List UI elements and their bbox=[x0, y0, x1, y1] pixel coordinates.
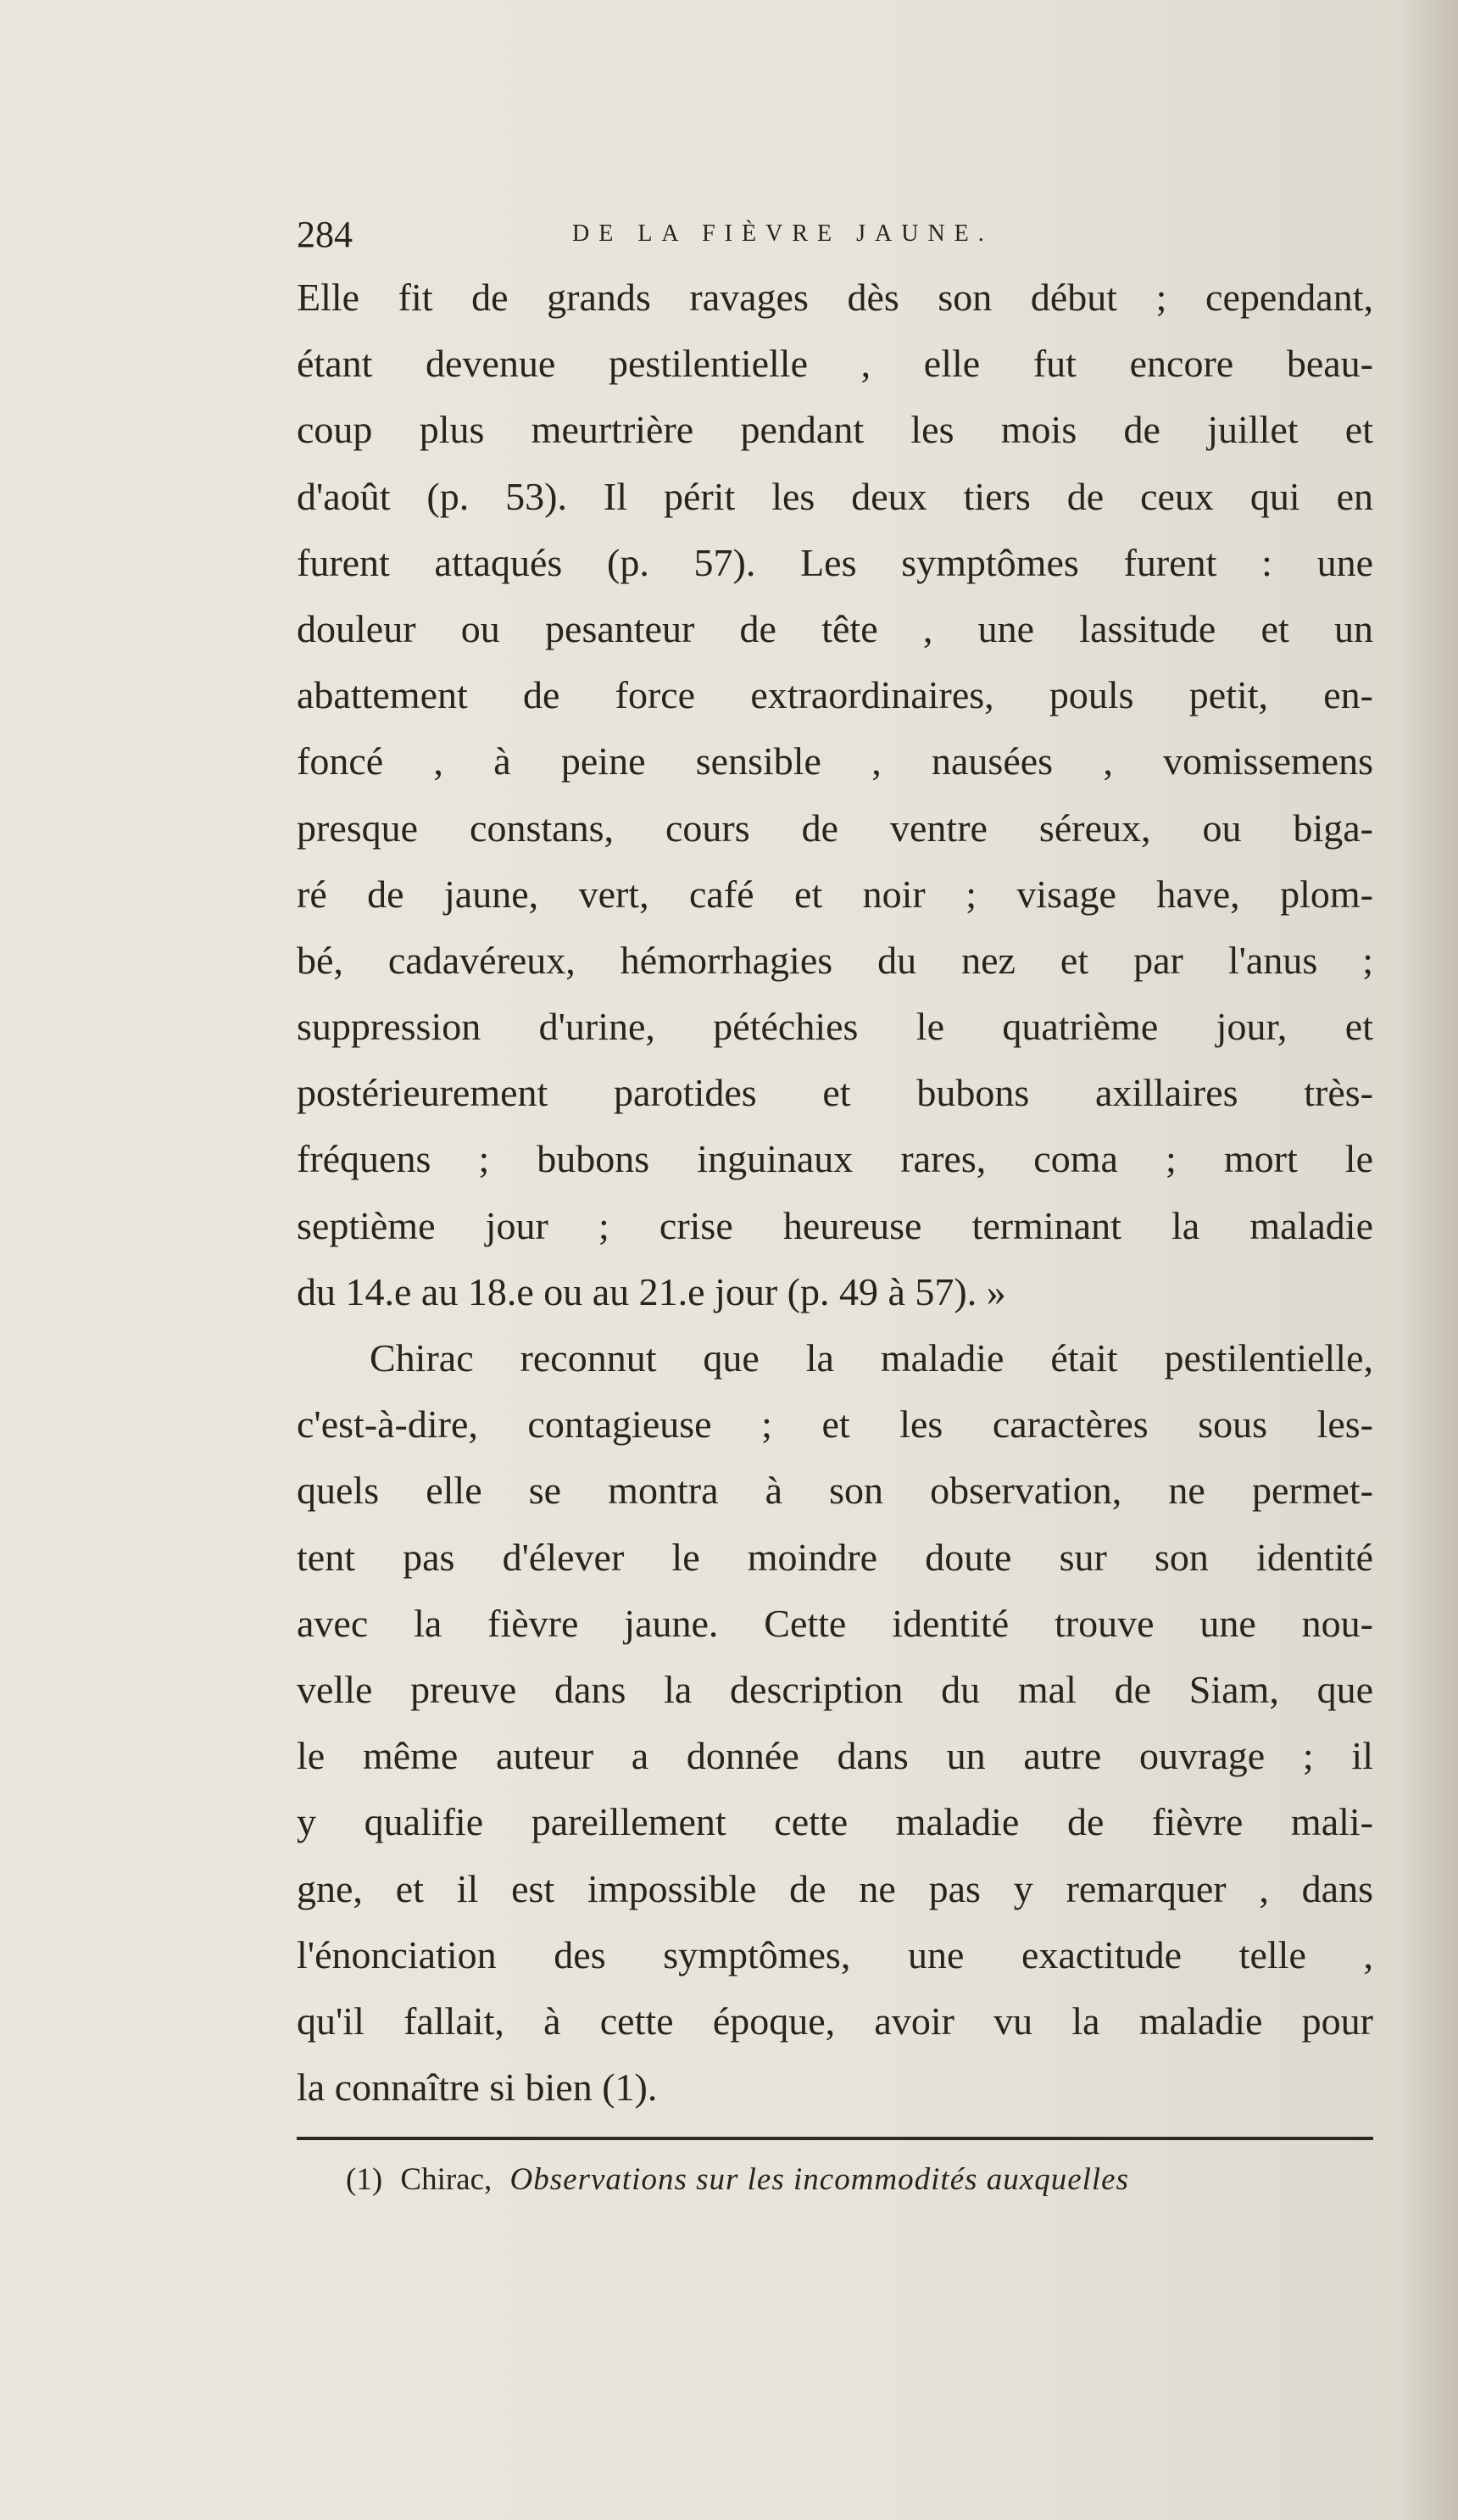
text-line: y qualifie pareillement cette maladie de fièvre mali- bbox=[297, 1800, 1373, 1844]
paragraph-end-line: du 14.e au 18.e ou au 21.e jour (p. 49 à 57). » bbox=[297, 1269, 1006, 1313]
text-line: c'est-à-dire, contagieuse ; et les caractères sous les- bbox=[297, 1402, 1373, 1447]
footnote-title: Observations sur les incommodités auxquelles bbox=[509, 2162, 1130, 2197]
footnote-marker: (1) bbox=[346, 2162, 383, 2197]
text-line: presque constans, cours de ventre séreux, ou biga- bbox=[297, 806, 1373, 850]
text-line: furent attaqués (p. 57). Les symptômes furent : une bbox=[297, 540, 1373, 584]
main-text bbox=[297, 265, 1373, 2121]
paragraph-end-line: la connaître si bien (1). bbox=[297, 2066, 658, 2110]
footnote bbox=[346, 2160, 1373, 2199]
text-line: d'août (p. 53). Il périt les deux tiers de ceux qui en bbox=[297, 474, 1373, 518]
text-line: coup plus meurtrière pendant les mois de juillet et bbox=[297, 408, 1373, 452]
text-line: suppression d'urine, pétéchies le quatrième jour, et bbox=[297, 1005, 1373, 1049]
text-line: foncé , à peine sensible , nausées , vomissemens bbox=[297, 739, 1373, 783]
page-edge-shadow bbox=[1399, 0, 1458, 2520]
text-line: avec la fièvre jaune. Cette identité trouve une nou- bbox=[297, 1601, 1373, 1645]
text-line: velle preuve dans la description du mal de Siam, que bbox=[297, 1667, 1373, 1711]
text-line: bé, cadavéreux, hémorrhagies du nez et par l'anus ; bbox=[297, 938, 1373, 982]
paragraph-start-line: Chirac reconnut que la maladie était pestilentielle, bbox=[370, 1336, 1373, 1380]
page-number: 284 bbox=[297, 214, 353, 255]
text-line: ré de jaune, vert, café et noir ; visage have, plom- bbox=[297, 872, 1373, 916]
text-line: le même auteur a donnée dans un autre ouvrage ; il bbox=[297, 1734, 1373, 1778]
running-head: DE LA FIÈVRE JAUNE. bbox=[572, 220, 993, 247]
text-line: douleur ou pesanteur de tête , une lassitude et un bbox=[297, 606, 1373, 650]
text-line: postérieurement parotides et bubons axillaires très- bbox=[297, 1071, 1373, 1115]
page-header bbox=[297, 214, 1144, 256]
text-line: qu'il fallait, à cette époque, avoir vu la maladie pour bbox=[297, 1999, 1373, 2043]
footnote-rule bbox=[297, 2137, 1373, 2140]
text-line: Elle fit de grands ravages dès son début ; cependant, bbox=[297, 276, 1373, 319]
text-line: quels elle se montra à son observation, ne permet- bbox=[297, 1469, 1373, 1513]
text-line: abattement de force extraordinaires, pouls petit, en- bbox=[297, 673, 1373, 717]
text-line: septième jour ; crise heureuse terminant la maladie bbox=[297, 1203, 1373, 1247]
text-line: l'énonciation des symptômes, une exactitude telle , bbox=[297, 1932, 1373, 1976]
text-line: gne, et il est impossible de ne pas y remarquer , dans bbox=[297, 1866, 1373, 1910]
footnote-author: Chirac, bbox=[400, 2162, 492, 2197]
text-line: étant devenue pestilentielle , elle fut encore beau- bbox=[297, 342, 1373, 386]
text-line: fréquens ; bubons inguinaux rares, coma ; mort le bbox=[297, 1137, 1373, 1181]
text-line: tent pas d'élever le moindre doute sur son identité bbox=[297, 1535, 1373, 1579]
